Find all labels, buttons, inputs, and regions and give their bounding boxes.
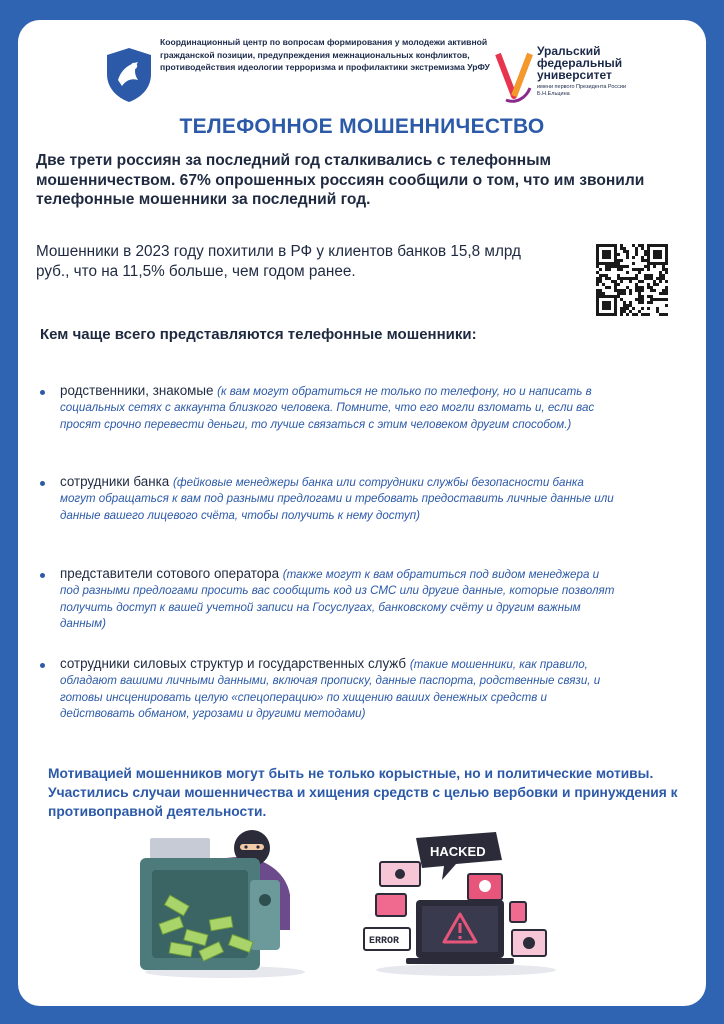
urfu-name: Уральский федеральный университет (537, 44, 623, 82)
hacked-text: HACKED (430, 844, 486, 859)
page-title: ТЕЛЕФОННОЕ МОШЕННИЧЕСТВО (179, 115, 545, 138)
list-item (60, 656, 620, 722)
item-description: (к вам могут обратиться не только по телефону, но и написать в социальных сетях с аккаунта близкого человека. Помните, что его могли взломать и, если вас просят срочно перевести деньги, то лучше связаться с этим человеком другим способом.) (60, 385, 595, 431)
urfu-logo-icon (494, 50, 534, 104)
error-text: ERROR (369, 936, 400, 947)
motivation-paragraph: Мотивацией мошенников могут быть не только корыстные, но и политические мотивы. Участились случаи мошенничества и хищения средств с целью вербовки и принуждения к противоправной деятельности. (48, 766, 678, 819)
list-heading: Кем чаще всего представляются телефонные мошенники: (40, 326, 477, 343)
item-description: (фейковые менеджеры банка или сотрудники службы безопасности банка могут обращаться к вам под разными предлогами и требовать предоставить личные данные или данные вашего лицевого счёта, чтобы получить к нему доступ) (60, 476, 614, 522)
item-label: сотрудники банка (60, 474, 170, 489)
item-description: (также могут к вам обратиться под видом менеджера и под разными предлогами просить вас сообщить код из СМС или другие данные, которые позволят получить доступ к вашей учетной записи на Госуслугах, банковскому счёту и другим важным данным) (60, 568, 615, 631)
bullet-icon (40, 573, 45, 578)
list-item (60, 474, 620, 523)
bullet-icon (40, 663, 45, 668)
bullet-icon (40, 390, 45, 395)
item-label: представители сотового оператора (60, 566, 280, 581)
item-label: родственники, знакомые (60, 383, 214, 398)
org-name: Координационный центр по вопросам формирования у молодежи активной гражданской позиции, предупреждения межнациональных конфликтов, противодействия идеологии терроризма и профилактики экстремизма УрФУ (160, 37, 490, 73)
intro-paragraph: Две трети россиян за последний год сталкивались с телефонным мошенничеством. 67% опрошенных россиян сообщили о том, что им звонили телефонные мошенники за последний год. (36, 152, 645, 208)
list-item (60, 566, 620, 632)
stat-paragraph: Мошенники в 2023 году похитили в РФ у клиентов банков 15,8 млрд руб., что на 11,5% больше, чем годом ранее. (36, 243, 521, 280)
item-description: (такие мошенники, как правило, обладают вашими личными данными, включая прописку, данные паспорта, родственные связи, и готовы инсценировать целую «спецоперацию» по хищению ваших денежных средств и действовать обманом, угрозами и другими методами) (60, 658, 601, 721)
thief-safe-illustration (130, 820, 310, 980)
hacked-laptop-illustration (356, 828, 556, 978)
qr-code-icon[interactable] (596, 244, 668, 316)
bullet-icon (40, 481, 45, 486)
item-label: сотрудники силовых структур и государственных служб (60, 656, 407, 671)
urfu-subtitle: имени первого Президента России Б.Н.Ельцина (537, 84, 627, 97)
list-item (60, 383, 620, 432)
shield-logo-icon (104, 46, 154, 104)
